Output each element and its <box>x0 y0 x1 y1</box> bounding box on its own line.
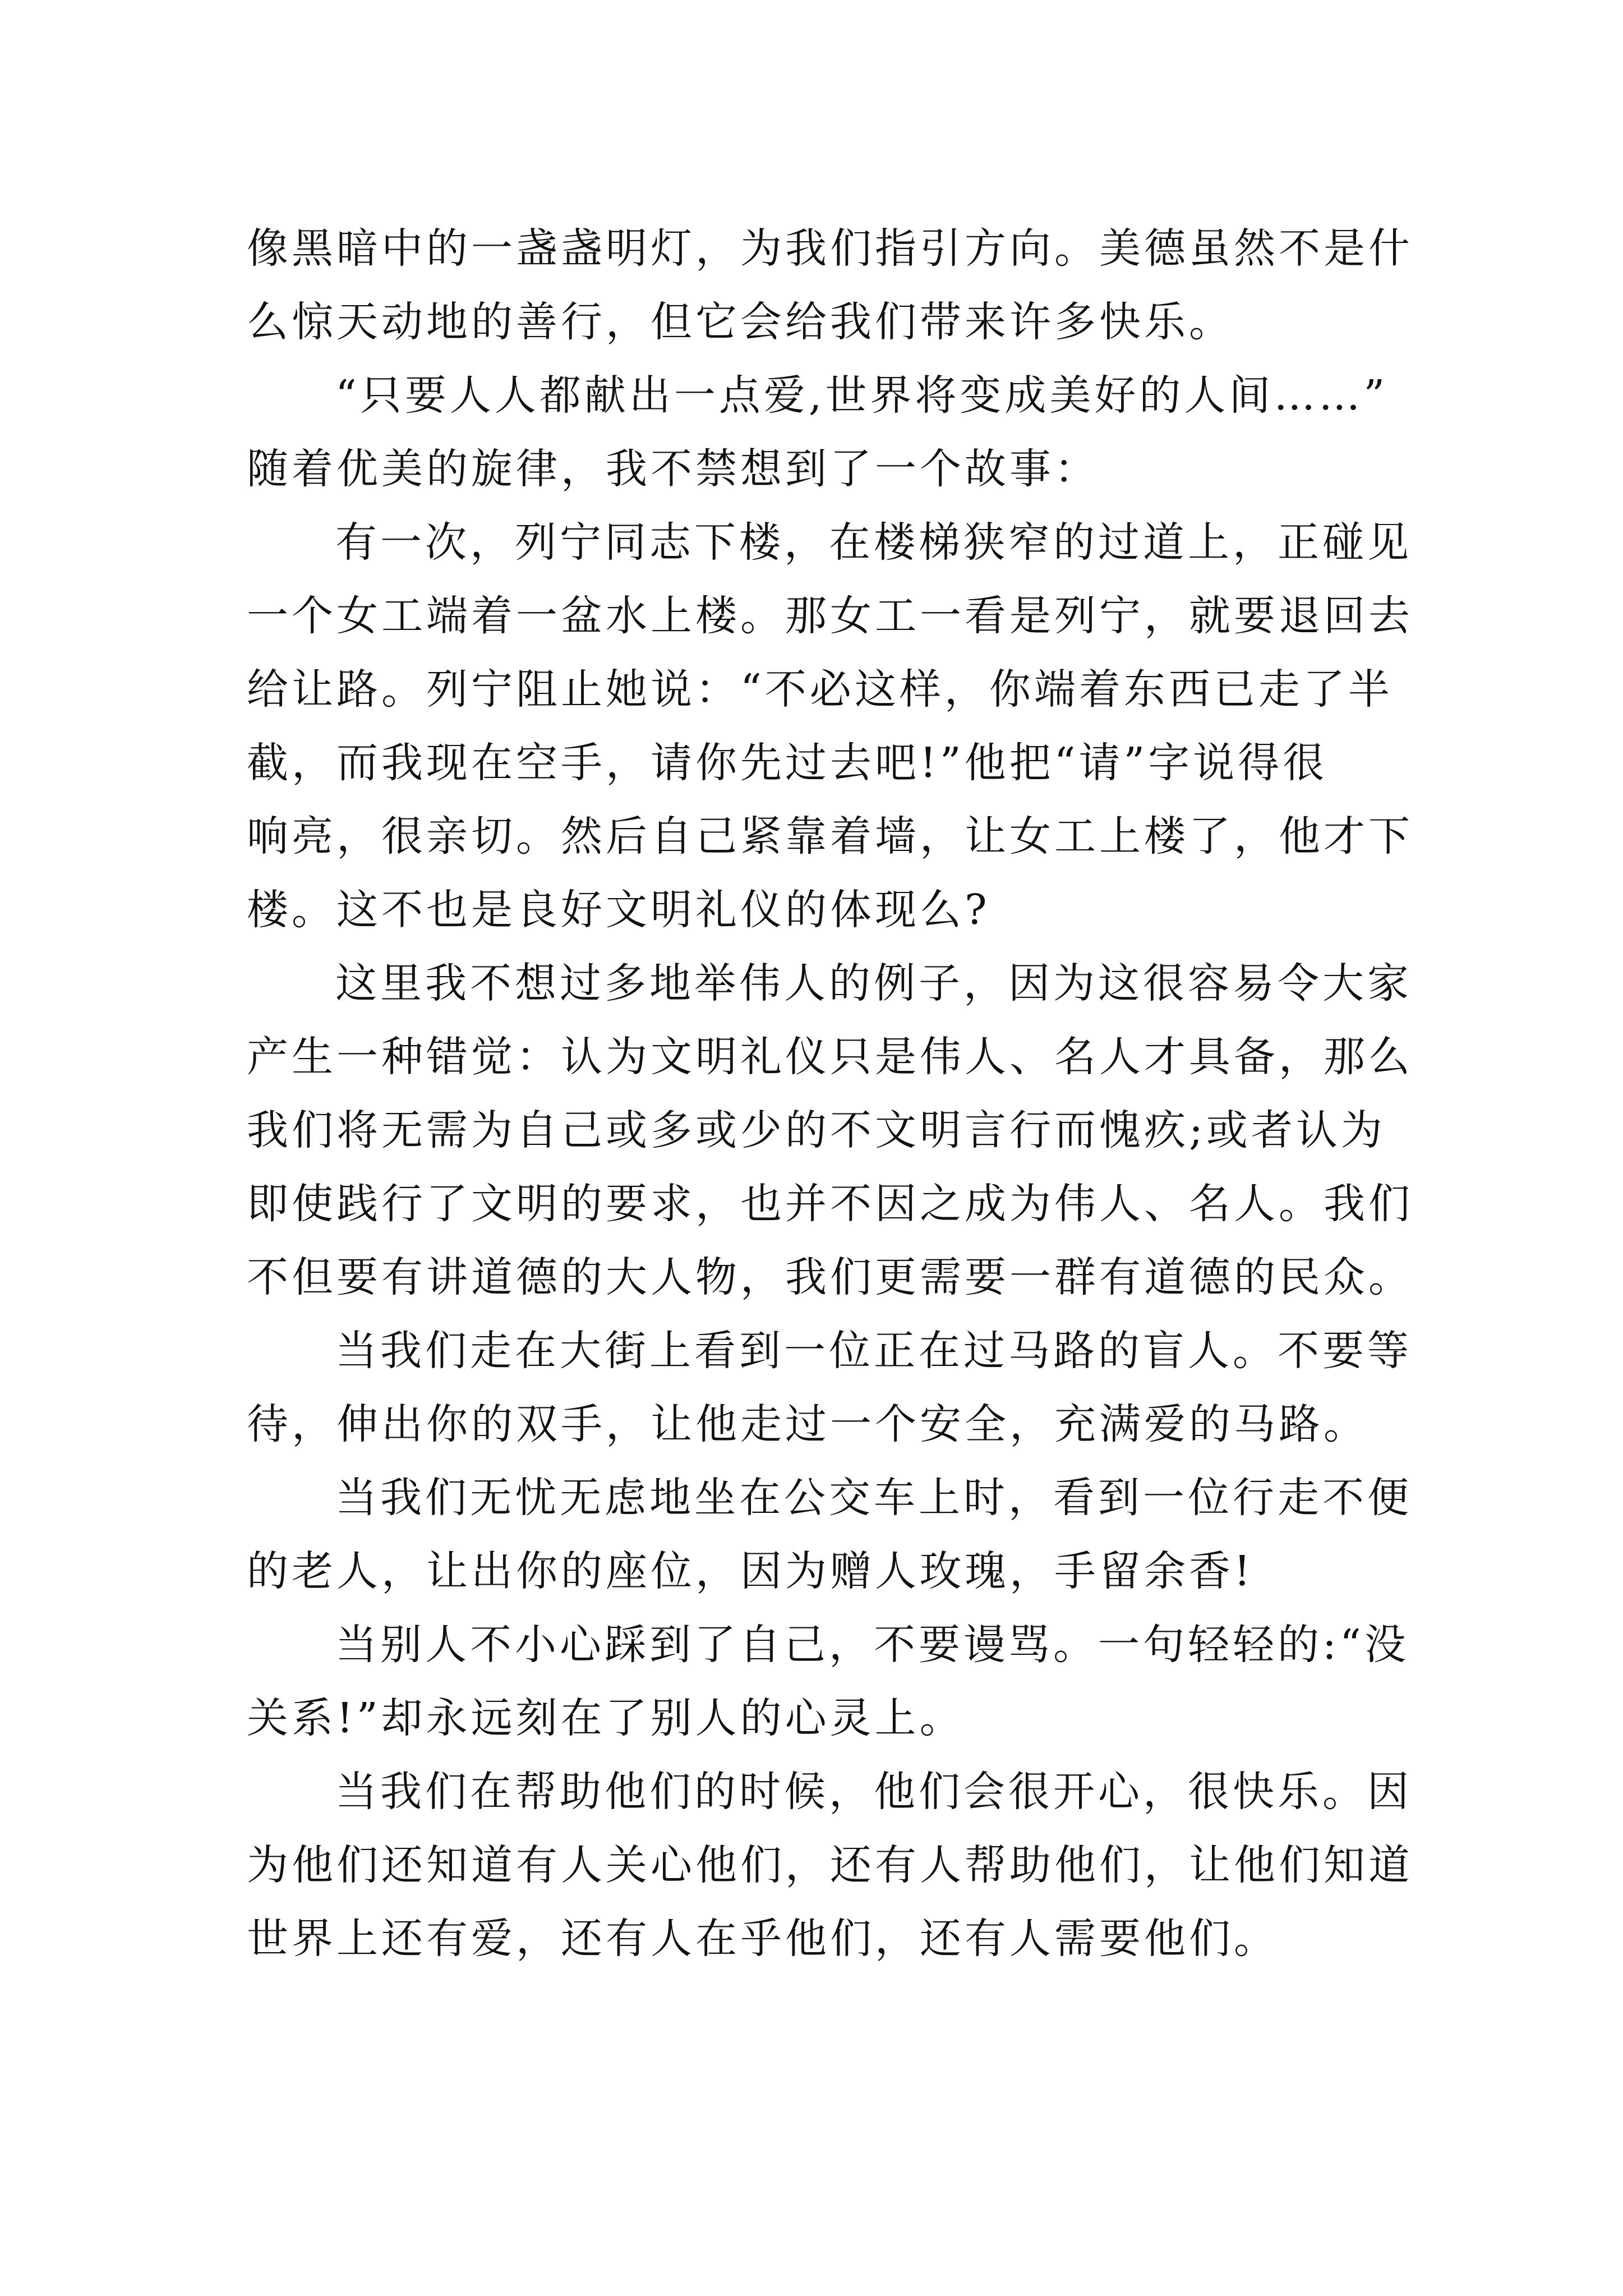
paragraph <box>247 359 1413 506</box>
text-line: 给让路。列宁阻止她说：“不必这样，你端着东西已走了半 <box>247 665 1393 714</box>
text-line: 即使践行了文明的要求，也并不因之成为伟人、名人。我们 <box>247 1180 1413 1228</box>
text-line: 么惊天动地的善行，但它会给我们带来许多快乐。 <box>247 298 1234 346</box>
text-line: 当我们无忧无虑地坐在公交车上时，看到一位行走不便 <box>335 1474 1412 1522</box>
text-line: 随着优美的旋律，我不禁想到了一个故事： <box>247 445 1099 493</box>
text-line: 有一次，列宁同志下楼，在楼梯狭窄的过道上，正碰见 <box>335 518 1412 567</box>
text-line: 不但要有讲道德的大人物，我们更需要一群有道德的民众。 <box>247 1253 1413 1301</box>
text-line: 一个女工端着一盆水上楼。那女工一看是列宁，就要退回去 <box>247 592 1413 640</box>
paragraph <box>247 212 1413 359</box>
text-line: 当别人不小心踩到了自己，不要谩骂。一句轻轻的:“没 <box>335 1621 1409 1669</box>
text-line: 截，而我现在空手，请你先过去吧!”他把“请”字说得很 <box>247 739 1328 787</box>
paragraph <box>247 1608 1413 1755</box>
text-line: 楼。这不也是良好文明礼仪的体现么? <box>247 886 990 934</box>
paragraph <box>247 1461 1413 1608</box>
text-line: 世界上还有爱，还有人在乎他们，还有人需要他们。 <box>247 1915 1279 1963</box>
text-line: 当我们走在大街上看到一位正在过马路的盲人。不要等 <box>335 1327 1412 1375</box>
paragraph <box>247 1755 1413 1976</box>
body-text <box>247 212 1413 1976</box>
text-line: 这里我不想过多地举伟人的例子，因为这很容易令大家 <box>335 959 1412 1007</box>
text-line: 的老人，让出你的座位，因为赠人玫瑰，手留余香! <box>247 1547 1254 1595</box>
paragraph <box>247 506 1413 947</box>
text-line: 响亮，很亲切。然后自己紧靠着墙，让女工上楼了，他才下 <box>247 812 1413 861</box>
text-line: 当我们在帮助他们的时候，他们会很开心，很快乐。因 <box>335 1768 1412 1816</box>
paragraph <box>247 1314 1413 1461</box>
text-line: 关系!”却永远刻在了别人的心灵上。 <box>247 1694 965 1742</box>
paragraph <box>247 947 1413 1314</box>
text-line: 我们将无需为自己或多或少的不文明言行而愧疚;或者认为 <box>247 1106 1386 1154</box>
text-line: “只要人人都献出一点爱,世界将变成美好的人间……” <box>335 371 1389 420</box>
text-line: 像黑暗中的一盏盏明灯，为我们指引方向。美德虽然不是什 <box>247 224 1413 273</box>
text-line: 待，伸出你的双手，让他走过一个安全，充满爱的马路。 <box>247 1400 1368 1448</box>
text-line: 产生一种错觉：认为文明礼仪只是伟人、名人才具备，那么 <box>247 1033 1413 1081</box>
text-line: 为他们还知道有人关心他们，还有人帮助他们，让他们知道 <box>247 1841 1413 1889</box>
